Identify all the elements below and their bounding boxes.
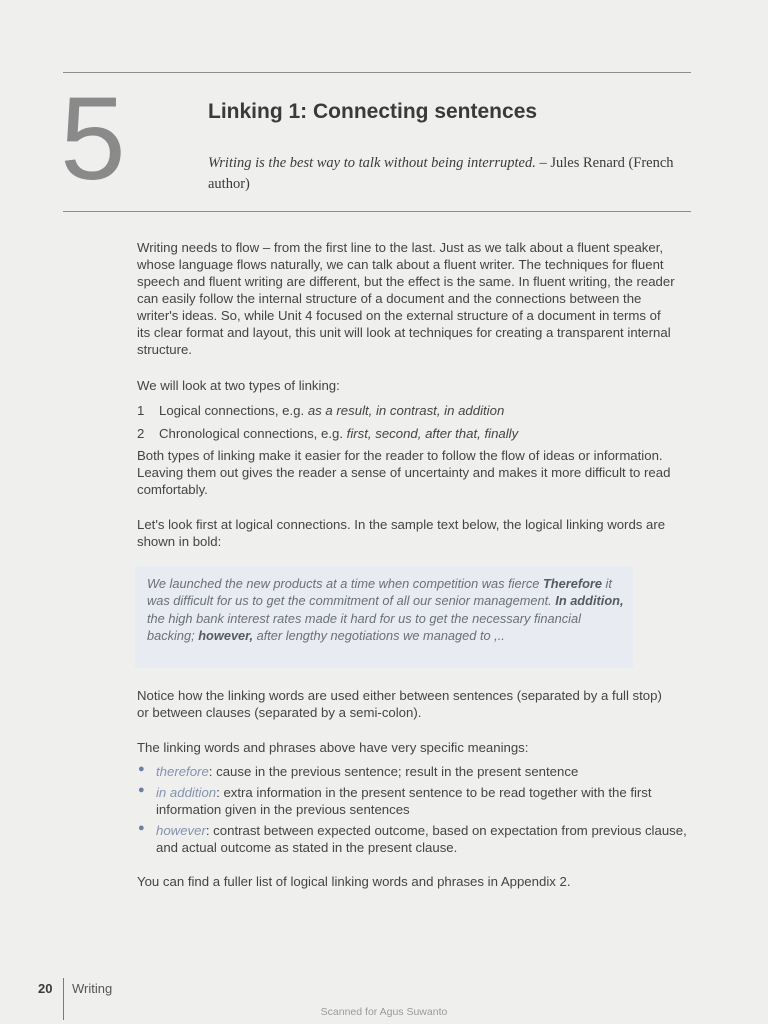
bullet-therefore [156, 763, 691, 780]
top-rule [63, 72, 691, 73]
paragraph-benefits: Both types of linking make it easier for the reader to follow the flow of ideas or information. Leaving them out gives the reader a sense of uncertainty and makes it more difficult to read comfortably. [137, 448, 671, 497]
bullet-text: : contrast between expected outcome, based on expectation from previous clause, and actual outcome as stated in the present clause. [156, 823, 687, 855]
paragraph-appendix: You can find a fuller list of logical linking words and phrases in Appendix 2. [137, 874, 571, 889]
epigraph-attribution: – Jules Renard (French author) [208, 155, 674, 192]
list-item-examples: as a result, in contrast, in addition [307, 403, 505, 418]
bullet-term: therefore [156, 764, 209, 779]
bullet-icon: ● [138, 763, 145, 775]
bullet-term: in addition [156, 785, 217, 800]
list-number: 2 [137, 426, 145, 441]
bullet-in-addition [156, 784, 691, 818]
list-item-chronological [159, 425, 679, 442]
sample-linking-word: however, [198, 628, 254, 644]
bullet-icon: ● [138, 784, 145, 796]
paragraph-intro: Writing needs to flow – from the first line to the last. Just as we talk about a fluent speaker, whose language flows naturally, we can talk about a fluent writer. The techniques for fluent speech and fluent writing are different, but the effect is the same. In fluent writing, the reader can easily follow the internal structure of a document and the connections between the writer's ideas. So, while Unit 4 focused on the external structure of a document in terms of its clear format and layout, this unit will look at techniques for creating a transparent internal structure. [137, 240, 675, 357]
sample-linking-word: In addition, [555, 593, 624, 609]
paragraph-types: We will look at two types of linking: [137, 378, 340, 393]
bullet-text: : extra information in the present sentence to be read together with the first information given in the previous sentences [156, 785, 652, 817]
list-item-logical [159, 402, 679, 419]
sample-text [147, 575, 627, 645]
list-item-examples: first, second, after that, finally [346, 426, 519, 441]
page-number: 20 [38, 981, 53, 996]
unit-title: Linking 1: Connecting sentences [208, 100, 538, 123]
bullet-icon: ● [138, 822, 145, 834]
sample-part: the high bank interest rates made it hard for us to get the necessary financial backing; [147, 610, 581, 644]
sample-part: it was difficult for us to get the commitment of all our senior management. [147, 576, 612, 609]
scan-note: Scanned for Agus Suwanto [320, 1006, 448, 1018]
list-number: 1 [137, 403, 145, 418]
list-item-text: Chronological connections, e.g. [159, 426, 347, 441]
paragraph-notice: Notice how the linking words are used either between sentences (separated by a full stop) or between clauses (separated by a semi-colon). [137, 688, 662, 720]
bullet-term: however [156, 823, 206, 838]
unit-number: 5 [60, 73, 124, 205]
bullet-however [156, 822, 691, 856]
sample-part: after lengthy negotiations we managed to ,.. [253, 628, 505, 644]
paragraph-logical-intro: Let's look first at logical connections. In the sample text below, the logical linking words are shown in bold: [137, 517, 666, 549]
paragraph-meanings: The linking words and phrases above have very specific meanings: [137, 740, 529, 755]
footer-section-label: Writing [72, 981, 113, 996]
list-item-text: Logical connections, e.g. [159, 403, 308, 418]
epigraph [208, 153, 683, 195]
epigraph-quote: Writing is the best way to talk without being interrupted. [208, 155, 536, 171]
bottom-rule [63, 211, 691, 212]
bullet-text: : cause in the previous sentence; result in the present sentence [208, 764, 579, 779]
sample-part: We launched the new products at a time when competition was fierce [147, 576, 543, 591]
sample-linking-word: Therefore [542, 576, 602, 591]
